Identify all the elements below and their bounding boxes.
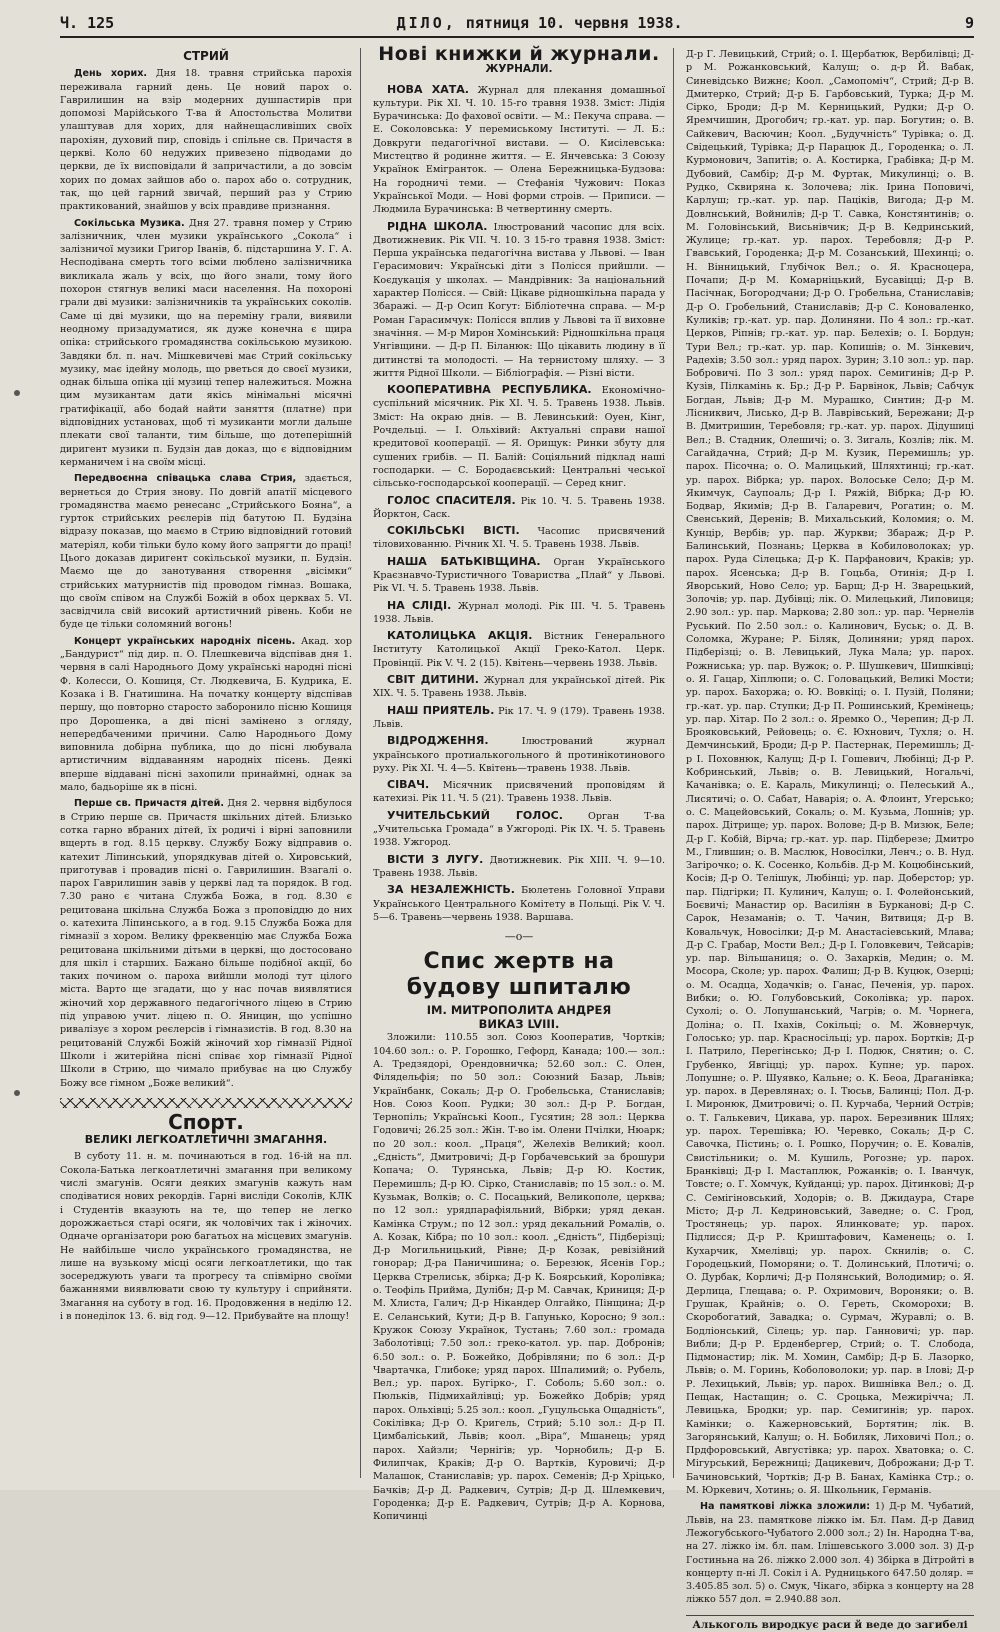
sport-subtitle: ВЕЛИКІ ЛЕГКОАТЛЕТИЧНІ ЗМАГАННЯ. (84, 1133, 328, 1147)
memorial-text: 1) Д-р М. Чубатий, Львів, на 23. памяткове ліжко ім. Бл. Пам. Д-р Давид Лежогубського-Чубатого 2.000 зол.; 2) Ін. Народна Т-ва, на 27. ліжко ім. бл. пам. Ілішевського 3.000 зол. 3) Д-р Гостиньна на 26. ліжко 2.000 зол. 4) Збірка в Дітройті в концерту п-ні Л. Сокіл і А. Рудницького 647.50 доляр. = 3.405.85 зол. 5) о. Смук, Чікаго, збірка з концерту на 28 ліжко 557 дол. = 2.940.88 зол. (686, 1501, 974, 1606)
journal-text: Ілюстрований журнал українського протиалькогольного й протинікотинового руху. Рік XI. Ч. 4—5. Квітень—травень 1938. Львів. (373, 736, 665, 774)
article-paragraph (60, 67, 352, 213)
journal-entry (373, 220, 665, 381)
journal-entry (373, 673, 665, 701)
journal-text: Орган Т-ва „Учительська Громада“ в Ужгороді. Рік IX. Ч. 5. Травень 1938. Ужгород. (373, 810, 665, 849)
paragraph-text: Дня 2. червня відбулося в Стрию перше св. Причастя шкільних дітей. Близько сотка гарно вбраних дітей, їх родичі і вірні заповнили вщерть в год. 8.15 церкву. Службу Божу відправив о. катехит Ліпинський, упорядкував дітей о. Хировський, приготував і провадив пісні о. Гаврилишин. Взагалі о. парох Гаврилишин завів у церкві лад та порядок. В год. 7.30 рано є читана Служба Божа, в год. 8.30 є рецитована шкільна Служба Божа з проповіддю до них о. катехита Ліпинського, а в год. 9.15 Служба Божа для гімназії з хором. Велику фреквенцію має Служба Божа рецитована шкільними дітьми в церкві, що достосовано для шкіл і старших. Бажано більше подібної акції, бо таких почином о. пароха вийшли молоді тут цілого міста. Варто ще згадати, що у нас почав виявлятися жіночий хор державного педагогічного ліцею в Стрию під управою учит. ліцею п. О. Яницин, що успішно ривалізує з хором реєлерсів і гімназистів. В год. 8.30 на рецитованій Службі Божій жіночий хор гімназії Рідної Школи і житерійна пісні співає хор гімназії Рідної Школи в Стрию, що чимало прибуває на цю Службу Божу все гімном „Боже великий“. (60, 798, 353, 1089)
journal-name: УЧИТЕЛЬСЬКИЙ ГОЛОС. (387, 808, 563, 822)
journal-text: Бюлетень Головної Управи Українського Центрального Комітету в Польщі. Рік V. Ч. 5—6. Травень—червень 1938. Варшава. (373, 885, 665, 923)
journal-name: СВІТ ДИТИНИ. (387, 673, 479, 687)
issue-number: Ч. 125 (60, 14, 115, 32)
binding-hole-top (14, 390, 20, 396)
journal-text: Вістник Генерального Інституту Католицької Акції Греко-Катол. Церк. Провінції. Рік V. Ч. 2 (15). Квітень—червень 1938. Львів. (373, 631, 665, 669)
journal-entry (373, 599, 665, 627)
donations-subtitle: ІМ. МИТРОПОЛИТА АНДРЕЯ (426, 1003, 612, 1018)
article-paragraph (60, 635, 352, 795)
donations-list-number: ВИКАЗ LVIII. (478, 1017, 560, 1032)
column-stryi (60, 48, 361, 1478)
journal-entry (373, 629, 665, 670)
section-title-stryi: СТРИЙ (183, 49, 229, 63)
paragraph-head: Перше св. Причастя дітей. (74, 798, 225, 810)
journal-name: ВІСТИ З ЛУГУ. (387, 852, 484, 866)
journal-text: Орган Українського Краєзнавчо-Туристичного Товариства „Плай“ у Львові. Рік VI. Ч. 5. Травень 1938. Львів. (373, 556, 665, 595)
page-number: 9 (964, 14, 974, 32)
journal-entry (373, 704, 665, 732)
donations-list: Д-р Г. Левицький, Стрий; о. І. Щербатюк, Вербилівці; Д-р М. Рожанковський, Калуш; о. д-р Й. Вабак, Синевідсько Вижнє; Коол. „Самопоміч“, Стрий; Д-р В. Дмитерко, Стрий; Д-р Б. Гарбовський, Турка; Д-р М. Сірко, Броди; Д-р М. Керницький, Рудки; Д-р О. Яремчишин, Дрогобич; гр.-кат. ур. пар. Богутин; о. В. Сайкевич, Васючин; Коол. „Будучність“ Турівка; о. Д. Свідецький, Турівка; Д-р Парацюк Д., Городенка; о. Л. Курмонович, Запитів; о. А. Костирка, Грабівка; Д-р М. Дубовий, Самбір; Д-р М. Фуртак, Микулинці; о. В. Рудко, Сквиряна к. Золочева; лік. Ірина Поповичі, Карлуш; гр.-кат. ур. пар. Паціків, Вигода; Д-р М. Довлнський, Войнилів; Д-р Т. Савка, Констянтинів; о. М. Головінський, Висьнівчик; Д-р В. Кедринський, Жулице; гр.-кат. ур. парох. Теребовля; Д-р Р. Гвавський, Городенка; Д-р М. Созанський, Шехинці; о. Н. Вінницький, Глубічок Вел.; о. Я. Красноцера, Почапи; Д-р М. Комарніцький, Бусавіцці; Д-р В. Пасічнак, Богородчани; Д-р О. Гробельна, Станиславів; Д-р О. Гробельний, Станиславів; Д-р С. Коноваленко, Куликів; гр.-кат. ур. пар. Долиняни. По 4 зол.: гр.-кат. Церков, Ріпнів; гр.-кат. ур. пар. Белехів; о. І. Бордун; Тури Вел.; гр.-кат. ур. пар. Копишів; о. М. Зінкевич, Радехів; 3.50 зол.: уряд парох. Зурин; 3.10 зол.: ур. пар. Бобровичі. По 3 зол.: уряд парох. Семигинів; Д-р Р. Кузів, Пілкамінь к. Бр.; Д-р Р. Барвінок, Львів; Сабчук Богдан, Львів; Д-р М. Мурашко, Синтин; Д-р М. Лісниквич, Лисько, Д-р В. Лаврівський, Бережани; Д-р В. Дмитришин, Теребовля; гр.-кат. ур. парох. Дідушиці Вел.; В. Стадник, Олешичі; о. З. Зигаль, Козлів; лік. М. Сагайдачна, Стрий; Д-р М. Кузик, Перемишль; ур. парох. Пісочна; о. О. Малицький, Шляхтинці; гр.-кат. ур. парох. Вібрка; ур. парох. Волоське Село; Д-р М. Якимчук, Саупоаль; Д-р І. Ряжій, Вібрка; Д-р Ю. Бодвар, Якимів; Д-р В. Галаревич, Рогатин; о. М. Свенський, Деренів; В. Михальський, Коломия; о. М. Кунцір, Вербів; ур. пар. Журкви; Збараж; Д-р Р. Балинський, Познань; Церква в Кобиловолоках; ур. парох. Руда Сілецька; Д-р К. Парфанович, Краків; ур. парох. Ясенська; Д-р В. Гоцьба, Отинія; Д-р І. Яворський, Ново Село; ур. Барщ; Д-р Н. Зварецький, Золочів; ур. пар. Дубівці; лік. О. Милецький, Липовиця; 2.90 зол.: ур. пар. Маркова; 2.80 зол.: ур. пар. Чернелів Руський. По 2.50 зол.: о. Калинович, Буськ; о. Д. В. Соломка, Журане; Р. Біляк, Долиняни; уряд парох. Підберізці; о. В. Левицький, Лука Мала; ур. парох. Рожниська; ур. пар. Вужок; о. Р. Шушкевич, Шишківці; о. Я. Гацар, Хіплюпи; о. С. Головацький, Великі Мости; ур. парох. Бахоржа; о. Ю. Вовкіці; о. І. Пузій, Поляни; гр.-кат. ур. пар. Ступки; Д-р П. Рошинський, Кремінець; ур. пар. Хітар. По 2 зол.: о. Яремко О., Черепин; Д-р Л. Брояковський, Рейовець; о. Є. Юхнович, Тухля; о. Н. Демчинський, Броди; Д-р Р. Пастернак, Перемишль; Д-р І. Поховнюк, Калущ; Д-р І. Гошевич, Любінці; Д-р Р. Кобринський, Львів; о. В. Левицький, Ногальчі, Качанівка; о. Е. Караль, Микулинці; о. Пелеський А., Лисятичі; о. О. Сабат, Наварія; о. А. Флоинт, Угерсько; о. С. Мацейовський, Сокаль; о. М. Кузьма, Лошнів; ур. парох. Дітрище; ур. парох. Волове; Д-р В. Мизюк, Беле; Д-р Г. Кобій, Вірча; гр.-кат. ур. пар. Підберезе; Дмитро М., Глившин; о. В. Маслюк, Новосілки, Ленч.; о. В. Нуд. Загірочко; о. К. Сосенко, Кольбів. Д-р М. Коцюбінський, Косів; Д-р О. Телішук, Любінці; ур. пар. Доберстор; ур. пар. Підгірки; П. Кулинич, Калуш; о. І. Фолейонський, Боєвичі; Манастир ор. Василіян в Бурканові; Д-р С. Сарок, Незаманів; о. Т. Чачин, Витвиця; Д-р В. Ковальчук, Новосілки; Д-р М. Анастасіевський, Млава; Д-р С. Грабар, Мости Вел.; Д-р І. Головкевич, Тейсарів; ур. пар. Вільшаниця; о. О. Захарків, Медин; о. М. Мосора, Сколе; ур. парох. Фалиш; Д-р В. Куцюк, Озерці; о. М. Осадца, Ходачків; о. Ганас, Печенія, ур. парох. Вибки; о. Ю. Голубовський, Соколівка; ур. парох. Сухолі; о. О. Лопушанський, Чагрів; о. М. Чорнега, Доліна; о. П. Іхахів, Сокільці; о. М. Жовнерчук, Голосько; ур. пар. Красносільці; ур. парох. Бортків; Д-р І. Патрило, Перегінсько; Д-р І. Подюк, Снятин; о. С. Грубенко, Явгіцці; ур. парох. Купне; ур. парох. Лопушне; о. Р. Шуявко, Кальне; о. К. Беоа, Драганівка; ур. парох. в Деревлянах; о. І. Тюсьв, Балинці; Пол. Д-р. І. Миронюк, Дмитровичі; о. П. Курчаба, Черний Острів; о. Т. Галькевич, Цикава, ур. парох. Березивник Шлях; ур. парох. Терешівка; Ю. Черевко, Сокаль; Д-р С. Савочка, Пістинь; о. І. Рошко, Поручин; о. Е. Ковалів, Свистільники; о. М. Кушиль, Рогозне; ур. парох. Бранківці; Д-р І. Мастаплюк, Рожанків; о. І. Іванчук, Товсте; о. Г. Хомчук, Куйданці; ур. парох. Дітинкові; Д-р С. Семігіновський, Ходорів; о. В. Джидаура, Старе Місто; Д-р Л. Кедриновський, Заведне; о. С. Грод, Тростянець; ур. парох. Ялинковате; ур. парох. Підлисся; Д-р Р. Криштафович, Каменець; о. І. Кухарчик, Хмелівці; ур. парох. Скнилів; о. С. Городецький, Поморяни; о. Т. Долинський, Плотичі; о. О. Дурбак, Корличі; Д-р Полянський, Володимир; о. Я. Дерлица, Глещава; о. Р. Охримович, Вороняки; о. В. Грушак, Крайнів; о. О. Гереть, Скоморохи; В. Скоробогатий, Завадка; о. Сурмач, Журавлі; о. В. Бодліонський, Сілець; ур. пар. Ганновичі; ур. пар. Вибли; Д-р Р. Ерденбергер, Стрий; о. Т. Слобода, Підмонастир; лік. М. Хомин, Самбір; Д-р Б. Лазорко, Львів; о. М. Горинь, Коболоволоки; ур. пар. в Ілові; Д-р Р. Лехицький, Львів; ур. парох. Вишнівка Вел.; о. Д. Пещак, Настащин; о. С. Сроцька, Межирічча; Л. Левицька, Бродки; ур. пар. Семигинів; ур. парох. Камінки; о. Кажерновський, Бортятин; лік. В. Загорянський, Калуш; о. Н. Бобиляк, Лиховичі Пол.; о. Прдфоровський, Августівка; ур. парох. Хватовка; о. С. Мігурський, Бережниці; Дацикевич, Доброжани; Д-р Т. Бачиновський, Чортків; Д-р В. Банах, Камінка Стр.; о. М. Юркевич, Хотинь; о. Я. Школьник, Германів. (686, 49, 974, 1497)
journal-entry (373, 524, 665, 552)
journal-name: КАТОЛИЦЬКА АКЦІЯ. (387, 629, 533, 643)
journal-name: СОКІЛЬСЬКІ ВІСТІ. (387, 524, 520, 538)
journal-name: НОВА ХАТА. (387, 82, 469, 96)
binding-hole-bottom (14, 1090, 20, 1096)
paragraph-text: Дня 27. травня помер у Стрию залізничник, член музики українського „Сокола“ і залізничої музики Григор Іванів, б. підстаршина У. Г. А. Несподівана смерть того всіми люблено залізничника викликала жаль у всіх, що його знали, тому його похорон стягнув великі маси населення. На похороні грали дві музики: залізничників та українських соколів. Саме ці дві музики, що на переміну грали, виявили неодному призадуматися, як дуже конечна є щира опіка: стрийського громадянства сокільською музикою. Завдяки бл. п. нач. Мішкевичеві має Стрий сокільську музику, має ідейну молодь, що рветься до своєї музики, однак більша опіка ціі музиці тепер належиться. Можна цим музикантам дати якісь мінімальні місячні гратифікації, або бодай найти заняття (платне) при відповідних установах, щоб ті музиканти могли дальше плекати свої таланти, тим більше, що дотеперішній диригент музики п. Будзін дав доказ, що є відповідним керманичем і на своїм місці. (60, 217, 352, 468)
paragraph-head: День хорих. (74, 68, 148, 80)
paragraph-text: здається, вернеться до Стрия знову. По довгій апатії місцевого громадянства маємо ренесанс „Стрийського Бояна“, а гурток стрийських реєлерів під батутою П. Будзіна відразу показав, що маємо в Стрию відповідний готовий матеріял, коби тільки було кому його запрягти до праці! Цього доказав диригент сокільської музики, п. Будзін. Маємо ще до занотування створення „вісімки“ стрийських матурнистів під проводом гімназ. Вошака, що своїм співом на Службі Божій в обох церквах 5. VI. засвідчила свій високий артистичний рівень. Коби не буде це тільки соломяний вогонь! (60, 473, 352, 631)
journal-text: Місячник присвячений проповідям й катехизі. Рік 11. Ч. 5 (21). Травень 1938. Львів. (373, 780, 665, 805)
journal-text: Рік 17. Ч. 9 (179). Травень 1938. Львів. (373, 705, 665, 730)
journal-name: НАШ ПРИЯТЕЛЬ. (387, 703, 495, 717)
journal-entry (373, 83, 665, 217)
paragraph-head: Передвоєнна співацька слава Стрия, (74, 473, 297, 485)
journal-name: ВІДРОДЖЕННЯ. (387, 734, 489, 748)
journal-name: ГОЛОС СПАСИТЕЛЯ. (387, 493, 516, 507)
article-paragraph (60, 797, 352, 1090)
page-header (60, 14, 974, 38)
article-paragraph (60, 217, 352, 470)
issue-date: пятниця 10. червня 1938. (465, 14, 683, 32)
journal-entry (373, 778, 665, 806)
journal-entry (373, 883, 665, 924)
journal-name: НАША БАТЬКІВЩИНА. (387, 554, 541, 568)
journal-entry (373, 734, 665, 775)
journals-subtitle: ЖУРНАЛИ. (485, 63, 553, 76)
columns (60, 43, 974, 1631)
sport-title: Спорт. (168, 1109, 244, 1134)
journal-entry (373, 809, 665, 850)
separator: —o— (504, 930, 534, 944)
journal-text: Журнал для плекання домашньої культури. Рік XI. Ч. 10. 15-го травня 1938. Зміст: Лідія Бурачинська: До фахової освіти. — М.: Пекуча справа. — Е. Соколовська: У перемиському Інституті. — Л. Б.: Довкруги педагогічної вистави. — О. Кисілевська: Мистецтво й родинне життя. — Е. Янчевська: З Союзу Українок Емігранток. — Олена Бережницька-Будзова: На городничі теми. — Стефанія Чужович: Показ Української Моди. — Нові форми строів. — Приписи. — Людмила Бурачинська: В четвертинну смерть. (373, 84, 665, 216)
masthead-date (397, 14, 683, 32)
journal-name: СІВАЧ. (387, 778, 430, 792)
journal-text: Економічно-суспільний місячник. Рік XI. Ч. 5. Травень 1938. Львів. Зміст: На окраю днів. — В. Левинський: Оуен, Кінг, Рочдельці. — І. Ольхівий: Актуальні справи нашої кредитової кооперації. — Я. Орищук: Ринки збуту для сушених грибів. — П. Балій: Соціяльний підклад наші господарки. — С. Бородаєвський: Центральні чеської сільсько-господарської кооперації. — Серед книг. (373, 385, 665, 490)
journal-text: Рік 10. Ч. 5. Травень 1938. Йорктон, Саск. (373, 495, 665, 520)
donations-text: Зложили: 110.55 зол. Союз Кооператив, Чортків; 104.60 зол.: о. Р. Горошко, Гефорд, Канада; 100.— зол.: А. Тредзядорі, Орендовничка; 52.60 зол.: С. Олен, Філядельфія; по 50 зол.: Союзний Базар, Львів; Українбанк, Сокаль; Д-р О. Гробельська, Станиславів; Нов. Союз Кооп. Рудки; 30 зол.: Д-р Р. Богдан, Тернопіль; Українські Кооп., Гусятин; 28 зол.: Церква Годовичі; 26.25 зол.: Жін. Т-во ім. Олени Пчілки, Нюарк; по 20 зол.: коол. „Праця“, Желехів Великий; коол. „Єдність“, Дмитровичі; Д-р Горбачевський за брошури Копача; О. Турянська, Львів; Д-р Ю. Костик, Перемишль; Д-р Ю. Сірко, Станиславів; по 15 зол.: о. М. Кузьмак, Волків; о. С. Посацький, Великополе, церква; по 12 зол.: урядпарафіяльний, Вібрки; уряд декан. Камінка Струм.; по 12 зол.: уряд декальний Ромалів, о. А. Козак, Кібра; по 10 зол.: коол. „Єдність“, Підберізці; Д-р Могильницький, Рівне; Д-р Козак, ревізійний гонорар; Д-ра Паничишина; о. Березюк, Ясенів Гор.; Церква Стрелиськ, збірка; Д-р К. Боярський, Королівка; о. Теофіль Приймa, Дулібн; Д-р М. Савчак, Криниця; Д-р М. Хлиста, Галич; Д-р Нікандер Олгайко, Пінщина; Д-р Е. Селанський, Кути; Д-р В. Гапунько, Коросно; 9 зол.: Кружок Союзу Українок, Тустань; 7.60 зол.: громада Заболотівці; 7.50 зол.: греко-катол. ур. пар. Добронів; 6.50 зол.: о. Р. Божейко, Добрівляни; по 6 зол.: Д-р Чвартачка, Глибоке; уряд парох. Шпалимий; о. Рубель, Вел.; ур. парох. Бугірко-, Г. Соболь; 5.60 зол.: о. Пюльків, Підмихайлівці; ур. Божейко Добрів; уряд парох. Ольхівці; 5.25 зол.: коол. „Гуцульська Ощадність“, Сокілівка; Д-р О. Кригель, Стрий; 5.10 зол.: Д-р П. Цимбаліський, Львів; коол. „Віра“, Мшанець; уряд парох. Хайзли; Чернігів; ур. Чорнобиль; Д-р Б. Филипчак, Краків; Д-р О. Вартків, Куровичі; Д-р Малашок, Станиславів; ур. парох. Семенів; Д-р Хріцько, Бачків; Д-р Д. Радкевич, Сутрів; Д-р Д. Шлемкевич, Городенка; Д-р Е. Радкевич, Сутрів; Д-р А. Корнова, Копичинці (373, 1032, 665, 1523)
journal-name: ЗА НЕЗАЛЕЖНІСТЬ. (387, 883, 515, 897)
masthead: ДІЛО, (396, 14, 457, 32)
journal-text: Часопис присвячений тіловихованню. Річник XI. Ч. 5. Травень 1938. Львів. (373, 526, 665, 551)
journal-text: Двотижневик. Рік XIII. Ч. 9—10. Травень 1938. Львів. (373, 854, 665, 879)
journal-entry (373, 494, 665, 522)
journal-entry (373, 853, 665, 881)
memorial-head: На памяткові ліжка зложили: (700, 1501, 871, 1513)
journal-name: НА СЛІДІ. (387, 598, 452, 612)
column-donations (686, 48, 974, 1631)
journal-text: Журнал молоді. Рік III. Ч. 5. Травень 1938. Львів. (373, 600, 666, 625)
donations-title: Спис жертв на будову шпиталю (406, 949, 632, 1001)
paragraph-text: Акад. хор „Бандурист“ під дир. п. О. Плешкевича відспівав дня 1. червня в салі Народнього Дому українські народні пісні Ф. Колесси, О. Кошиця, Ст. Людкевича, Б. Кудрика, Е. Козака і В. Гнатишина. На початку концерту відспівав першу, що повторно старосто заборонило пісню Кошиця про Дорошенка, а дві пісні замінено з огляду, непередбаченими причини. Салю Народнього Дому виповнила добірна публика, що до пісні любувала артистичним віддаванням народніх пісень. Деякі вперше віддавані пісні захопили принаймні, однак за мало, бадьоріше як в пісні. (60, 635, 352, 794)
journal-text: Ілюстрований часопис для всіх. Двотижневик. Рік VII. Ч. 10. З 15-го травня 1938. Зміст: Перша українська педагогічна вистава у Львові. — Іван Герасимович: Українські діти з Полісся прийшли. — Коєдукація у школах. — Мандрівник: За національний характер Полісся. — Свій: Цікаве рідношкільна парада у Збаражі. — Д-р Осип Когут: Бібліотечна справа. — М-р Роман Гарасимчук: Полісся вплив у Львові та її виховне значіння. — М-р Мирон Хомінський: Рідношкільна праця Унгівщини. — Д-р П. Біланюк: Що цікавить людину в її дитинстві та молодості. — На терниcтому шляху. — З життя Рідної Школи. — Бібліографія. — Різні вісти. (373, 221, 665, 379)
slogan: Алькоголь виродкує раси й веде до загибелі (686, 1615, 974, 1632)
journal-entry (373, 383, 665, 490)
journal-entry (373, 555, 665, 596)
column-books (373, 43, 674, 1523)
journal-name: РІДНА ШКОЛА. (387, 219, 488, 233)
journal-text: Журнал для української дітей. Рік XIX. Ч. 5. Травень 1938. Львів. (373, 675, 665, 700)
paragraph-head: Концерт українських народніх пісень. (74, 635, 296, 647)
journal-name: КООПЕРАТИВНА РЕСПУБЛИКА. (387, 383, 592, 397)
article-paragraph (60, 472, 352, 632)
books-title: Нові книжки й журнали. (378, 43, 660, 65)
paragraph-head: Сокільська Музика. (74, 217, 185, 229)
memorial-beds (686, 1500, 974, 1606)
paragraph-text: Дня 18. травня стрийська парохія переживала гарний день. Це новий парох о. Гаврилишин на взір модерних душпастирів при допомозі Марійського Т-ва й Апостольства Молитви улаштував для хорих, для найнещасливіших своїх парохіян, духовий пир, сповідь і спільне св. Причастя в церкві. Коло 60 недужих привезено підводами до церкви, де їх висповідали й запричастили, а до зовсім хорих по домах зайшов або о. парох або о. сотрудник, так, що цей гарний звичай, перший раз у Стрию практикований, знайшов у всіх правдиве признання. (60, 68, 352, 213)
ornamental-divider (60, 1098, 352, 1108)
sport-text: В суботу 11. н. м. починаються в год. 16-ій на пл. Сокола-Батька легкоатлетичні змагання при великому числі змагунів. Осяги деяких змагунів кажуть нам сподіватися нових рекордів. Гарні висліди Соколів, КЛК і Студентів вказують на те, що тепер не легко дорожжається старі осяги, як чоловічих так і жіночих. Одначе організатори рою багатьох на місцевих змагунів. Не найбільше число українського громадянства, не лише на вузькому місці осяги легкоатлетики, що так зосереджують уваги та прогресу та співмірно своїми бажаннями виявлювати свою ту культуру і сприйняти. Змагання на суботу в год. 16. Продовження в неділю 12. і в понеділок 13. 6. від год. 9—12. Прибувайте на площу! (60, 1151, 352, 1323)
